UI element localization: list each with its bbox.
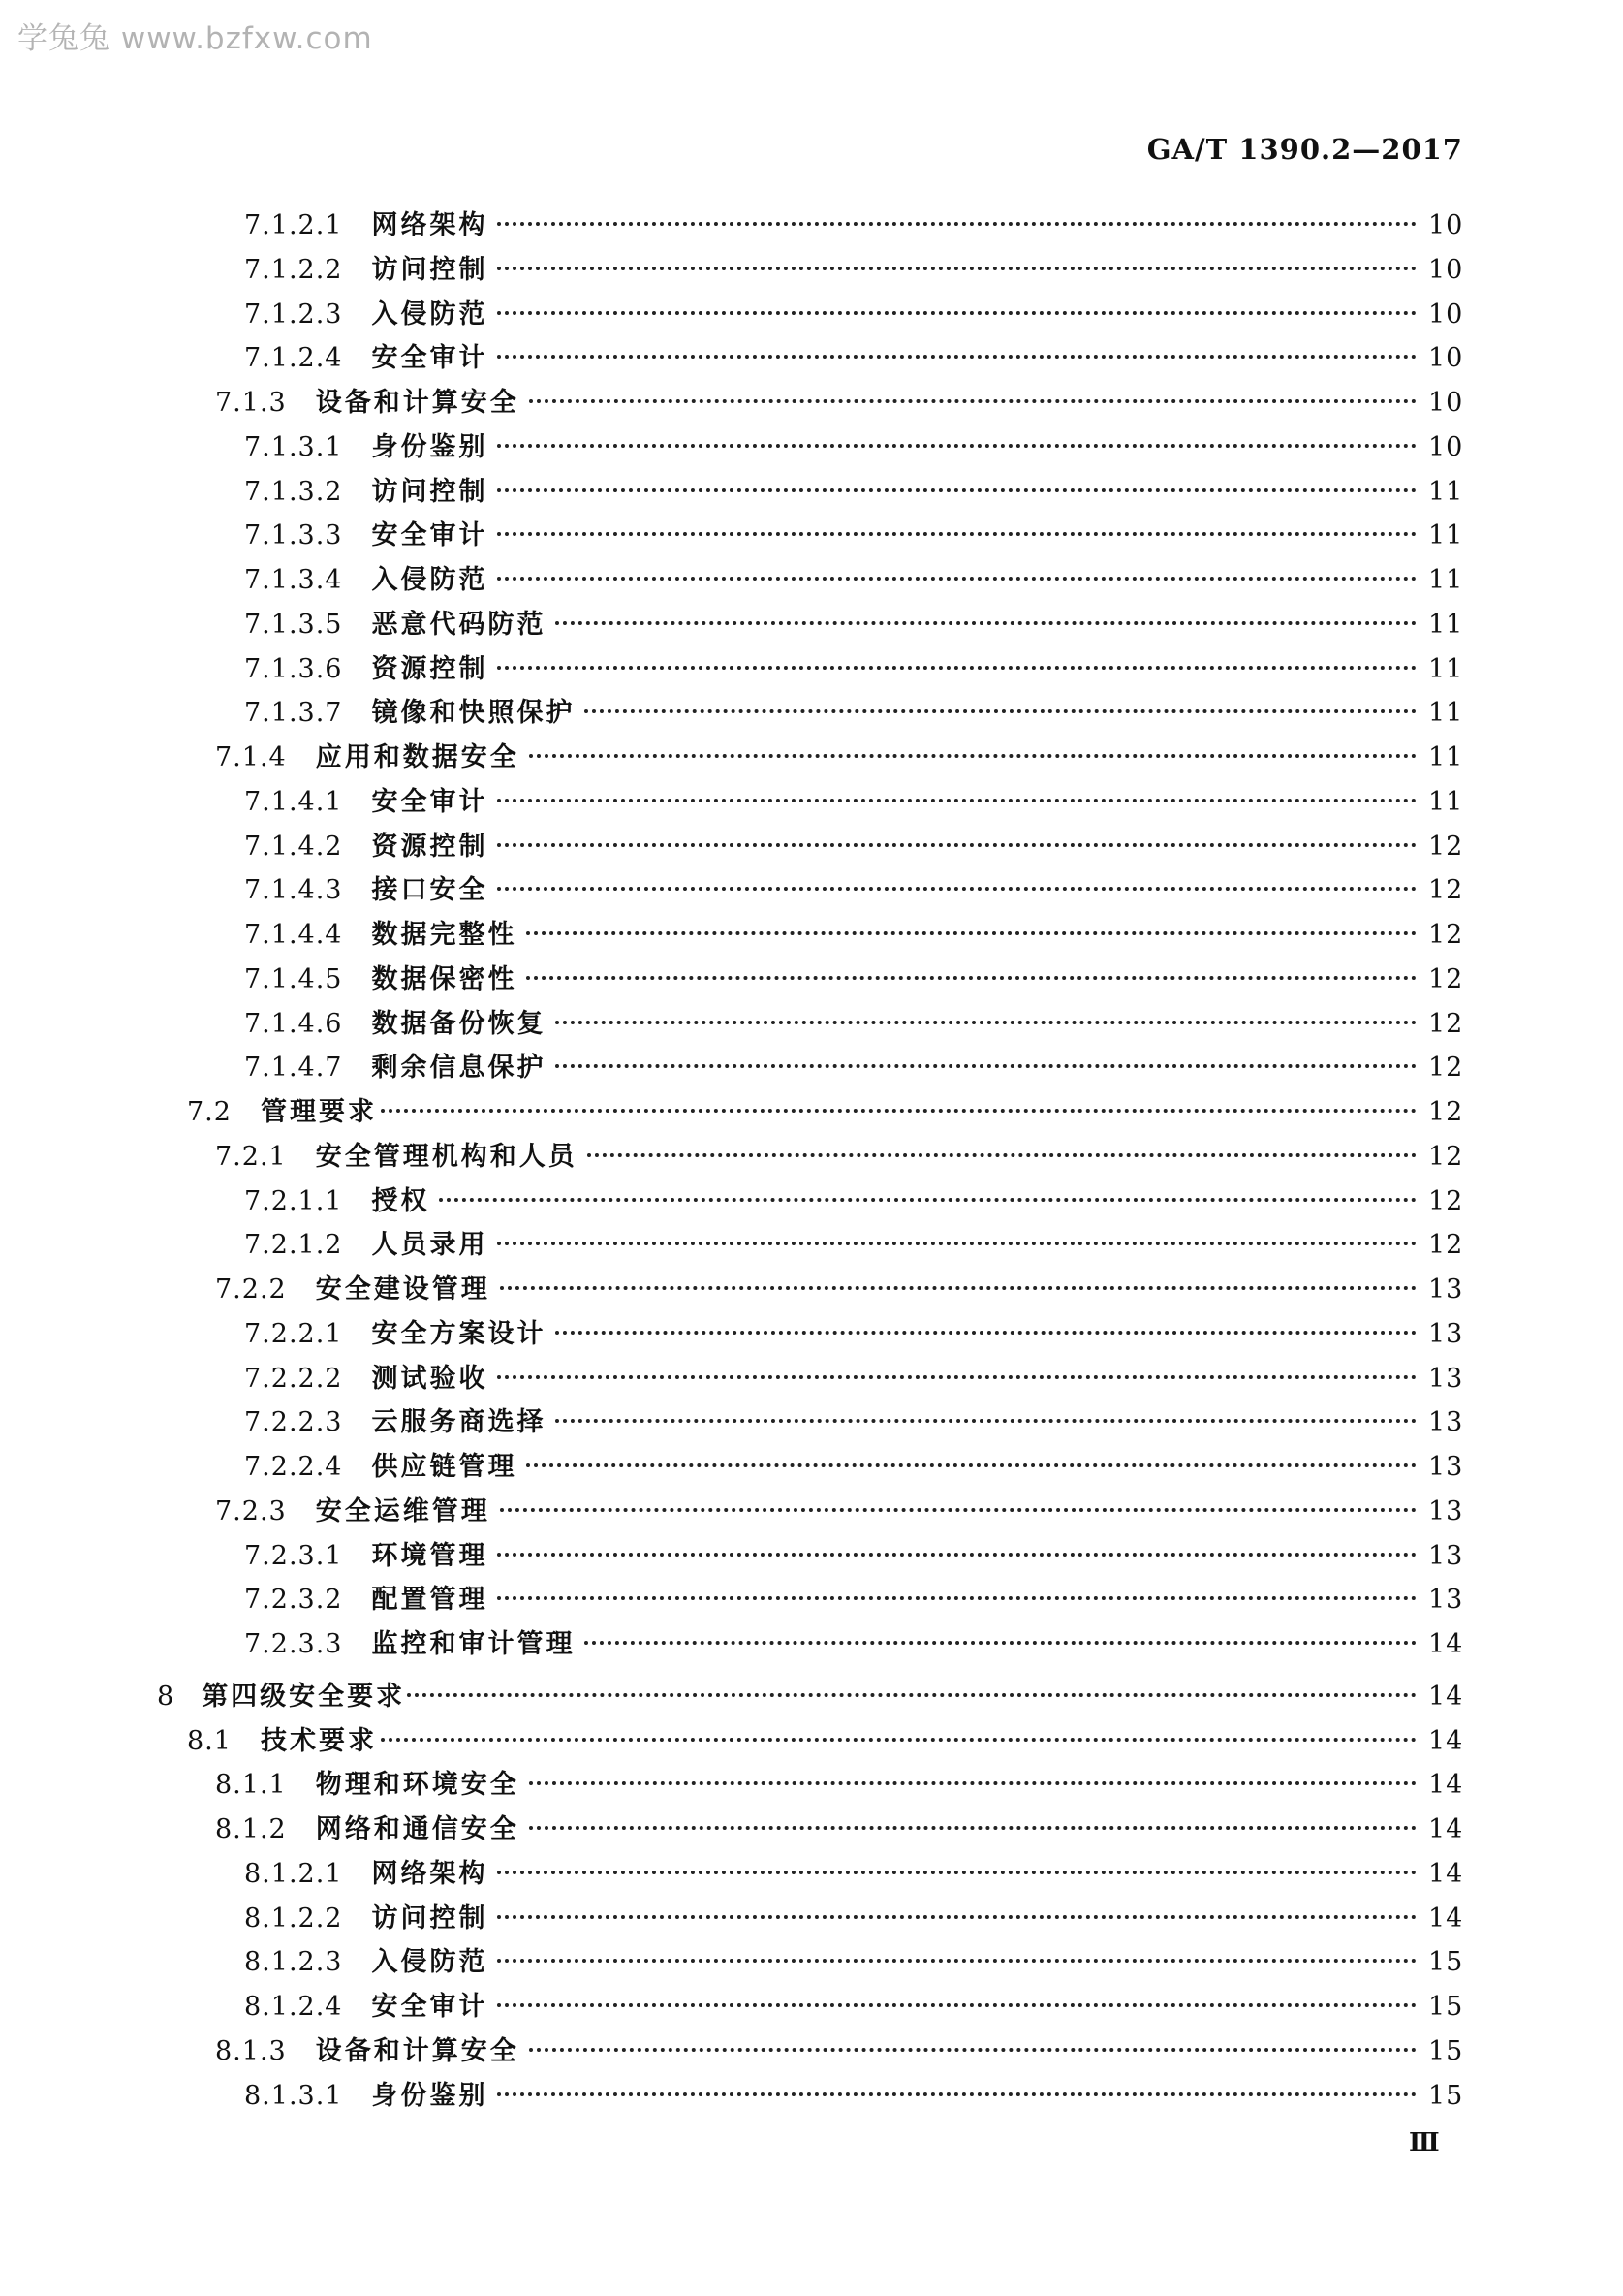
- toc-entry-page: 14: [1428, 1726, 1464, 1756]
- toc-entry-title: 网络架构: [371, 1859, 488, 1889]
- toc-entry-number: 7.1.2.2: [244, 255, 343, 285]
- toc-entry-title: 镜像和快照保护: [371, 698, 576, 728]
- toc-entry[interactable]: [244, 339, 1464, 378]
- toc-dot-leader: [529, 754, 1417, 758]
- toc-entry-number: 7.1.4.5: [244, 964, 343, 994]
- toc-entry-title: 入侵防范: [371, 565, 488, 595]
- toc-dot-leader: [381, 1738, 1417, 1742]
- toc-entry-page: 15: [1428, 2081, 1464, 2111]
- toc-entry-page: 11: [1428, 520, 1464, 550]
- toc-entry-page: 11: [1428, 610, 1464, 640]
- toc-dot-leader: [529, 2048, 1417, 2052]
- toc-dot-leader: [529, 399, 1417, 403]
- toc-entry-title: 第四级安全要求: [202, 1682, 406, 1712]
- toc-entry[interactable]: [244, 1315, 1464, 1354]
- toc-entry-page: 11: [1428, 654, 1464, 684]
- toc-dot-leader: [500, 1286, 1417, 1290]
- toc-entry[interactable]: [215, 384, 1464, 423]
- toc-entry[interactable]: [244, 606, 1464, 645]
- toc-entry-title: 身份鉴别: [371, 432, 488, 462]
- toc-entry-page: 13: [1428, 1452, 1464, 1482]
- toc-entry-title: 接口安全: [371, 875, 488, 905]
- toc-entry[interactable]: [244, 251, 1464, 290]
- toc-entry[interactable]: [244, 650, 1464, 689]
- toc-entry-number: 7.2.3.2: [244, 1585, 343, 1615]
- toc-entry-page: 12: [1428, 964, 1464, 994]
- toc-entry-number: 7.2.1.2: [244, 1230, 343, 1260]
- toc-entry[interactable]: [187, 1093, 1464, 1132]
- toc-entry[interactable]: [215, 1271, 1464, 1309]
- toc-entry-number: 7.2.3.1: [244, 1541, 343, 1571]
- toc-dot-leader: [497, 311, 1417, 315]
- toc-entry-number: 7.1.3: [215, 388, 287, 418]
- toc-entry-number: 8.1.2.4: [244, 1992, 343, 2022]
- toc-entry-number: 7.2.1.1: [244, 1186, 343, 1216]
- toc-dot-leader: [526, 1463, 1417, 1467]
- toc-dot-leader: [381, 1109, 1417, 1113]
- toc-dot-leader: [584, 1641, 1417, 1645]
- toc-entry-number: 7.1.2.1: [244, 210, 343, 240]
- toc-entry-page: 13: [1428, 1274, 1464, 1305]
- toc-entry-page: 12: [1428, 1053, 1464, 1083]
- toc-entry-title: 安全运维管理: [315, 1496, 490, 1526]
- toc-entry-title: 数据保密性: [371, 964, 517, 994]
- toc-entry-number: 7.2.2: [215, 1274, 287, 1305]
- toc-dot-leader: [584, 709, 1417, 713]
- toc-entry-title: 测试验收: [371, 1364, 488, 1394]
- toc-entry-title: 环境管理: [371, 1541, 488, 1571]
- toc-dot-leader: [497, 887, 1417, 891]
- toc-dot-leader: [497, 1871, 1417, 1874]
- toc-entry[interactable]: [244, 1226, 1464, 1265]
- toc-entry-page: 10: [1428, 299, 1464, 330]
- toc-entry-page: 11: [1428, 742, 1464, 772]
- toc-entry-number: 8.1.1: [215, 1770, 287, 1800]
- toc-entry-title: 安全审计: [371, 520, 488, 550]
- toc-entry-title: 授权: [371, 1186, 430, 1216]
- toc-entry-number: 7.2.2.2: [244, 1364, 343, 1394]
- toc-entry-page: 14: [1428, 1682, 1464, 1712]
- toc-dot-leader: [526, 976, 1417, 980]
- toc-entry-title: 云服务商选择: [371, 1407, 546, 1437]
- toc-dot-leader: [500, 1508, 1417, 1512]
- toc-entry[interactable]: [244, 1360, 1464, 1399]
- toc-entry-page: 14: [1428, 1814, 1464, 1844]
- toc-entry-title: 应用和数据安全: [315, 742, 519, 772]
- toc-entry-page: 10: [1428, 388, 1464, 418]
- toc-entry[interactable]: [244, 828, 1464, 866]
- toc-dot-leader: [497, 843, 1417, 847]
- toc-dot-leader: [529, 1781, 1417, 1785]
- toc-entry-page: 11: [1428, 477, 1464, 507]
- toc-dot-leader: [497, 1915, 1417, 1919]
- toc-entry-page: 12: [1428, 1009, 1464, 1039]
- toc-entry-title: 网络架构: [371, 210, 488, 240]
- toc-entry-number: 7.1.3.4: [244, 565, 343, 595]
- toc-entry-page: 14: [1428, 1903, 1464, 1934]
- toc-entry-number: 7.2: [187, 1097, 232, 1127]
- toc-entry[interactable]: [244, 1625, 1464, 1664]
- toc-entry-page: 11: [1428, 698, 1464, 728]
- toc-entry-page: 12: [1428, 875, 1464, 905]
- toc-dot-leader: [555, 1331, 1417, 1335]
- watermark-text: 学兔兔 www.bzfxw.com: [17, 21, 373, 56]
- toc-dot-leader: [497, 222, 1417, 226]
- toc-entry-title: 人员录用: [371, 1230, 488, 1260]
- toc-entry[interactable]: [215, 1810, 1464, 1849]
- toc-entry-page: 12: [1428, 1142, 1464, 1172]
- toc-entry-title: 恶意代码防范: [371, 610, 546, 640]
- toc-entry[interactable]: [215, 1138, 1464, 1177]
- toc-entry-title: 管理要求: [260, 1097, 377, 1127]
- toc-entry-title: 安全审计: [371, 787, 488, 817]
- toc-entry[interactable]: [244, 561, 1464, 600]
- toc-entry-title: 配置管理: [371, 1585, 488, 1615]
- toc-entry[interactable]: [215, 2032, 1464, 2071]
- toc-entry-number: 7.2.3.3: [244, 1629, 343, 1659]
- toc-dot-leader: [587, 1153, 1417, 1157]
- toc-entry-title: 技术要求: [260, 1726, 377, 1756]
- toc-entry-title: 监控和审计管理: [371, 1629, 576, 1659]
- toc-entry-number: 7.1.2.3: [244, 299, 343, 330]
- toc-entry-number: 8.1.2.3: [244, 1947, 343, 1977]
- toc-entry-title: 入侵防范: [371, 1947, 488, 1977]
- toc-entry[interactable]: [244, 473, 1464, 512]
- toc-dot-leader: [497, 2092, 1417, 2096]
- toc-entry[interactable]: [244, 871, 1464, 910]
- toc-entry-page: 10: [1428, 210, 1464, 240]
- toc-dot-leader: [497, 355, 1417, 359]
- toc-entry-number: 8.1.2.2: [244, 1903, 343, 1934]
- toc-dot-leader: [497, 799, 1417, 802]
- toc-entry-page: 10: [1428, 432, 1464, 462]
- toc-entry-title: 设备和计算安全: [315, 388, 519, 418]
- toc-entry-title: 数据完整性: [371, 920, 517, 950]
- toc-entry-title: 网络和通信安全: [315, 1814, 519, 1844]
- toc-entry-page: 10: [1428, 255, 1464, 285]
- toc-entry-title: 物理和环境安全: [315, 1770, 519, 1800]
- toc-dot-leader: [497, 532, 1417, 536]
- toc-entry[interactable]: [157, 1678, 1464, 1716]
- toc-entry-number: 8.1.3: [215, 2036, 287, 2066]
- toc-dot-leader: [497, 1553, 1417, 1557]
- toc-entry-title: 访问控制: [371, 255, 488, 285]
- toc-entry-number: 8: [157, 1682, 175, 1712]
- toc-entry-page: 14: [1428, 1629, 1464, 1659]
- toc-entry-title: 安全建设管理: [315, 1274, 490, 1305]
- toc-dot-leader: [497, 666, 1417, 670]
- toc-dot-leader: [497, 577, 1417, 581]
- toc-dot-leader: [497, 488, 1417, 492]
- toc-dot-leader: [497, 1596, 1417, 1600]
- toc-entry-page: 14: [1428, 1770, 1464, 1800]
- toc-entry[interactable]: [244, 1900, 1464, 1938]
- toc-entry-number: 7.2.1: [215, 1142, 287, 1172]
- toc-entry-title: 设备和计算安全: [315, 2036, 519, 2066]
- toc-dot-leader: [497, 1959, 1417, 1963]
- toc-entry[interactable]: [215, 1493, 1464, 1531]
- toc-entry[interactable]: [215, 739, 1464, 777]
- toc-entry-number: 7.1.4.1: [244, 787, 343, 817]
- toc-dot-leader: [555, 1064, 1417, 1068]
- toc-entry-number: 7.2.2.3: [244, 1407, 343, 1437]
- toc-entry-number: 7.1.3.5: [244, 610, 343, 640]
- toc-entry-number: 7.1.3.1: [244, 432, 343, 462]
- toc-entry-page: 15: [1428, 1992, 1464, 2022]
- toc-entry-title: 资源控制: [371, 832, 488, 862]
- toc-entry[interactable]: [244, 517, 1464, 555]
- toc-dot-leader: [497, 1242, 1417, 1245]
- toc-entry-number: 7.1.4.6: [244, 1009, 343, 1039]
- toc-entry-number: 7.2.2.4: [244, 1452, 343, 1482]
- toc-entry[interactable]: [244, 1537, 1464, 1576]
- toc-entry-page: 12: [1428, 1186, 1464, 1216]
- toc-entry-number: 7.1.3.6: [244, 654, 343, 684]
- toc-entry-number: 7.1.4: [215, 742, 287, 772]
- toc-entry-page: 13: [1428, 1496, 1464, 1526]
- toc-entry[interactable]: [244, 1988, 1464, 2027]
- page-folio: Ⅲ: [1409, 2128, 1439, 2157]
- toc-entry-page: 13: [1428, 1319, 1464, 1349]
- toc-entry-page: 11: [1428, 565, 1464, 595]
- toc-entry-title: 安全审计: [371, 343, 488, 373]
- toc-dot-leader: [555, 1419, 1417, 1423]
- toc-entry-title: 安全方案设计: [371, 1319, 546, 1349]
- toc-entry-number: 7.2.2.1: [244, 1319, 343, 1349]
- toc-entry-number: 8.1: [187, 1726, 232, 1756]
- toc-entry-title: 数据备份恢复: [371, 1009, 546, 1039]
- toc-entry[interactable]: [244, 2077, 1464, 2116]
- toc-entry-number: 7.1.4.3: [244, 875, 343, 905]
- toc-entry-number: 8.1.3.1: [244, 2081, 343, 2111]
- toc-entry[interactable]: [244, 916, 1464, 955]
- toc-entry[interactable]: [244, 1855, 1464, 1894]
- toc-entry[interactable]: [244, 1943, 1464, 1982]
- toc-entry-title: 供应链管理: [371, 1452, 517, 1482]
- toc-entry-title: 入侵防范: [371, 299, 488, 330]
- toc-dot-leader: [497, 2003, 1417, 2007]
- toc-entry[interactable]: [187, 1722, 1464, 1761]
- toc-entry-page: 13: [1428, 1541, 1464, 1571]
- toc-entry-title: 安全管理机构和人员: [315, 1142, 577, 1172]
- toc-entry-page: 13: [1428, 1407, 1464, 1437]
- toc-entry-page: 12: [1428, 832, 1464, 862]
- toc-entry[interactable]: [244, 428, 1464, 467]
- toc-entry-number: 7.1.4.4: [244, 920, 343, 950]
- toc-dot-leader: [529, 1826, 1417, 1830]
- toc-dot-leader: [526, 931, 1417, 935]
- toc-entry[interactable]: [244, 1182, 1464, 1221]
- toc-dot-leader: [407, 1693, 1417, 1697]
- toc-entry-number: 7.1.3.3: [244, 520, 343, 550]
- toc-entry-page: 12: [1428, 920, 1464, 950]
- toc-entry[interactable]: [244, 1403, 1464, 1442]
- toc-entry[interactable]: [244, 960, 1464, 999]
- toc-entry-title: 访问控制: [371, 477, 488, 507]
- toc-entry[interactable]: [244, 1581, 1464, 1620]
- toc-entry-number: 7.2.3: [215, 1496, 287, 1526]
- toc-entry[interactable]: [244, 1005, 1464, 1044]
- toc-dot-leader: [439, 1198, 1417, 1202]
- toc-entry-number: 7.1.4.2: [244, 832, 343, 862]
- toc-entry-title: 身份鉴别: [371, 2081, 488, 2111]
- toc-entry[interactable]: [215, 1766, 1464, 1805]
- toc-entry[interactable]: [244, 783, 1464, 822]
- toc-entry-title: 资源控制: [371, 654, 488, 684]
- toc-entry[interactable]: [244, 694, 1464, 733]
- toc-dot-leader: [497, 1375, 1417, 1379]
- toc-dot-leader: [497, 267, 1417, 270]
- standard-code-header: GA/T 1390.2—2017: [1146, 133, 1463, 166]
- toc-dot-leader: [555, 1021, 1417, 1024]
- toc-entry-page: 11: [1428, 787, 1464, 817]
- toc-entry[interactable]: [244, 296, 1464, 334]
- toc-entry-number: 8.1.2: [215, 1814, 287, 1844]
- toc-dot-leader: [555, 621, 1417, 625]
- toc-entry-page: 12: [1428, 1097, 1464, 1127]
- toc-entry[interactable]: [244, 1049, 1464, 1087]
- toc-entry-page: 15: [1428, 2036, 1464, 2066]
- toc-entry-page: 15: [1428, 1947, 1464, 1977]
- toc-entry-page: 13: [1428, 1585, 1464, 1615]
- toc-entry-page: 12: [1428, 1230, 1464, 1260]
- toc-entry-title: 剩余信息保护: [371, 1053, 546, 1083]
- toc-entry[interactable]: [244, 1448, 1464, 1487]
- toc-entry-title: 安全审计: [371, 1992, 488, 2022]
- toc-entry-number: 7.1.3.7: [244, 698, 343, 728]
- toc-entry-title: 访问控制: [371, 1903, 488, 1934]
- toc-entry-number: 8.1.2.1: [244, 1859, 343, 1889]
- toc-entry-page: 13: [1428, 1364, 1464, 1394]
- toc-dot-leader: [497, 444, 1417, 448]
- toc-entry-number: 7.1.3.2: [244, 477, 343, 507]
- toc-entry-page: 10: [1428, 343, 1464, 373]
- toc-entry[interactable]: [244, 206, 1464, 245]
- toc-entry-number: 7.1.4.7: [244, 1053, 343, 1083]
- toc-entry-page: 14: [1428, 1859, 1464, 1889]
- toc-entry-number: 7.1.2.4: [244, 343, 343, 373]
